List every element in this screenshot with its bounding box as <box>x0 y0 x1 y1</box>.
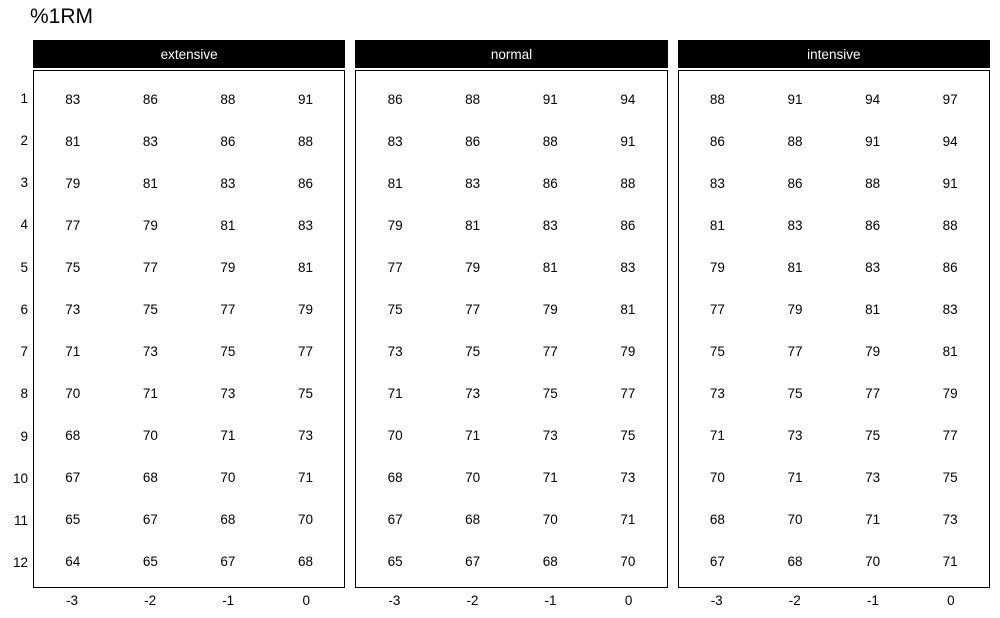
cell-value: 86 <box>787 175 803 191</box>
cell-value: 73 <box>942 512 958 528</box>
x-tick-label: -3 <box>66 593 79 608</box>
cell-value: 75 <box>865 428 881 444</box>
cell-value: 91 <box>620 133 636 149</box>
cell-value: 68 <box>465 512 481 528</box>
cell-value: 70 <box>465 470 481 486</box>
y-tick-label: 4 <box>20 217 28 233</box>
cell-value: 88 <box>542 133 558 149</box>
facet-panels <box>33 40 990 614</box>
cell-value: 75 <box>65 259 81 275</box>
x-tick-label: 0 <box>947 593 955 608</box>
cell-value: 79 <box>142 217 158 233</box>
cell-value: 81 <box>298 259 314 275</box>
cell-value: 77 <box>465 301 481 317</box>
cell-value: 64 <box>65 554 81 570</box>
cell-value: 73 <box>542 428 558 444</box>
cell-value: 79 <box>465 259 481 275</box>
cell-value: 75 <box>220 344 236 360</box>
x-tick-label: -3 <box>388 593 401 608</box>
cell-value: 65 <box>387 554 403 570</box>
cell-value: 71 <box>465 428 481 444</box>
cell-value: 67 <box>465 554 481 570</box>
cell-value: 81 <box>387 175 403 191</box>
x-tick-label: -2 <box>144 593 157 608</box>
cell-value: 83 <box>298 217 314 233</box>
cell-value: 71 <box>942 554 958 570</box>
panel-body-normal <box>355 70 667 588</box>
x-tick-label: -1 <box>866 593 879 608</box>
facet-strip-normal: normal <box>355 40 667 68</box>
x-tick-label: -3 <box>710 593 723 608</box>
x-axis-extensive <box>33 588 345 614</box>
x-axis-intensive <box>678 588 990 614</box>
cell-value: 81 <box>620 301 636 317</box>
cell-value: 77 <box>65 217 81 233</box>
cell-value: 88 <box>709 91 725 107</box>
cell-value: 67 <box>65 470 81 486</box>
cell-value: 68 <box>220 512 236 528</box>
cell-value: 77 <box>787 344 803 360</box>
x-tick-label: 0 <box>302 593 311 608</box>
cell-value: 79 <box>709 259 725 275</box>
cell-value: 77 <box>865 386 881 402</box>
cell-value: 73 <box>787 428 803 444</box>
cell-value: 79 <box>542 301 558 317</box>
x-tick-label: -1 <box>222 593 235 608</box>
cell-value: 68 <box>65 428 81 444</box>
cell-value: 73 <box>709 386 725 402</box>
y-tick-label: 7 <box>20 344 28 360</box>
cell-value: 77 <box>542 344 558 360</box>
cell-value: 91 <box>865 133 881 149</box>
panel-body-extensive <box>33 70 345 588</box>
cell-value: 86 <box>387 91 403 107</box>
cell-value: 70 <box>620 554 636 570</box>
cell-value: 73 <box>465 386 481 402</box>
cell-value: 73 <box>387 344 403 360</box>
cell-value: 86 <box>709 133 725 149</box>
cell-value: 88 <box>787 133 803 149</box>
cell-value: 73 <box>298 428 314 444</box>
cell-value: 68 <box>298 554 314 570</box>
cell-value: 83 <box>942 301 958 317</box>
cell-value: 86 <box>942 259 958 275</box>
cell-value: 70 <box>387 428 403 444</box>
cell-value: 71 <box>387 386 403 402</box>
cell-value: 94 <box>865 91 881 107</box>
cell-value: 83 <box>865 259 881 275</box>
cell-value: 71 <box>542 470 558 486</box>
cell-value: 75 <box>942 470 958 486</box>
cell-value: 83 <box>787 217 803 233</box>
cell-value: 83 <box>387 133 403 149</box>
cell-value: 79 <box>865 344 881 360</box>
y-tick-label: 1 <box>20 90 28 106</box>
cell-value: 81 <box>542 259 558 275</box>
cell-value: 86 <box>220 133 236 149</box>
cell-value: 75 <box>542 386 558 402</box>
cell-value: 88 <box>942 217 958 233</box>
panel-extensive <box>33 40 345 614</box>
cell-value: 67 <box>387 512 403 528</box>
cell-value: 83 <box>142 133 158 149</box>
facet-strip-intensive: intensive <box>678 40 990 68</box>
y-tick-label: 8 <box>20 386 28 402</box>
cell-value: 79 <box>787 301 803 317</box>
cell-value: 68 <box>387 470 403 486</box>
cell-value: 86 <box>142 91 158 107</box>
cell-value: 67 <box>142 512 158 528</box>
x-axis-normal <box>355 588 667 614</box>
cell-value: 83 <box>65 91 81 107</box>
chart-title: %1RM <box>30 5 94 28</box>
y-tick-label: 3 <box>20 175 28 191</box>
cell-value: 79 <box>387 217 403 233</box>
x-tick-label: -2 <box>466 593 479 608</box>
y-tick-label: 10 <box>12 470 28 486</box>
cell-value: 75 <box>787 386 803 402</box>
cell-value: 73 <box>142 344 158 360</box>
cell-value: 86 <box>865 217 881 233</box>
y-tick-label: 5 <box>20 259 28 275</box>
cell-value: 83 <box>542 217 558 233</box>
y-tick-label: 6 <box>20 301 28 317</box>
cell-value: 88 <box>298 133 314 149</box>
cell-value: 91 <box>942 175 958 191</box>
cell-value: 68 <box>787 554 803 570</box>
cell-value: 75 <box>465 344 481 360</box>
cell-value: 77 <box>942 428 958 444</box>
cell-value: 83 <box>220 175 236 191</box>
cell-value: 75 <box>298 386 314 402</box>
cell-value: 73 <box>220 386 236 402</box>
y-tick-label: 9 <box>20 428 28 444</box>
cell-value: 86 <box>465 133 481 149</box>
cell-value: 70 <box>542 512 558 528</box>
cell-value: 65 <box>142 554 158 570</box>
cell-value: 86 <box>298 175 314 191</box>
cell-value: 81 <box>787 259 803 275</box>
cell-value: 81 <box>942 344 958 360</box>
cell-value: 94 <box>620 91 636 107</box>
cell-value: 83 <box>465 175 481 191</box>
cell-value: 73 <box>65 301 81 317</box>
cell-value: 91 <box>787 91 803 107</box>
cell-value: 71 <box>298 470 314 486</box>
cell-value: 65 <box>65 512 81 528</box>
cell-value: 83 <box>620 259 636 275</box>
y-tick-label: 2 <box>20 132 28 148</box>
cell-value: 88 <box>865 175 881 191</box>
cell-value: 81 <box>709 217 725 233</box>
y-tick-label: 11 <box>13 513 28 529</box>
cell-value: 77 <box>142 259 158 275</box>
cell-value: 67 <box>220 554 236 570</box>
y-tick-label: 12 <box>12 555 28 571</box>
cell-value: 70 <box>142 428 158 444</box>
cell-value: 68 <box>709 512 725 528</box>
cell-value: 88 <box>620 175 636 191</box>
cell-value: 77 <box>620 386 636 402</box>
cell-value: 79 <box>942 386 958 402</box>
cell-value: 79 <box>620 344 636 360</box>
cell-value: 71 <box>865 512 881 528</box>
cell-value: 73 <box>865 470 881 486</box>
cell-value: 88 <box>465 91 481 107</box>
cell-value: 79 <box>220 259 236 275</box>
cell-value: 86 <box>620 217 636 233</box>
x-tick-label: -1 <box>544 593 557 608</box>
cell-value: 70 <box>65 386 81 402</box>
x-tick-label: -2 <box>788 593 801 608</box>
cell-value: 70 <box>220 470 236 486</box>
cell-value: 81 <box>220 217 236 233</box>
cell-value: 73 <box>620 470 636 486</box>
cell-value: 70 <box>298 512 314 528</box>
cell-value: 77 <box>709 301 725 317</box>
cell-value: 97 <box>942 91 958 107</box>
facet-strip-extensive: extensive <box>33 40 345 68</box>
cell-value: 81 <box>465 217 481 233</box>
cell-value: 71 <box>787 470 803 486</box>
cell-value: 75 <box>142 301 158 317</box>
cell-value: 79 <box>65 175 81 191</box>
cell-value: 77 <box>387 259 403 275</box>
cell-value: 86 <box>542 175 558 191</box>
cell-value: 71 <box>220 428 236 444</box>
cell-value: 77 <box>298 344 314 360</box>
cell-value: 68 <box>542 554 558 570</box>
cell-value: 70 <box>709 470 725 486</box>
cell-value: 77 <box>220 301 236 317</box>
cell-value: 75 <box>387 301 403 317</box>
cell-value: 81 <box>865 301 881 317</box>
cell-value: 70 <box>787 512 803 528</box>
cell-value: 75 <box>620 428 636 444</box>
cell-value: 94 <box>942 133 958 149</box>
cell-value: 67 <box>709 554 725 570</box>
y-axis-labels <box>0 70 28 588</box>
cell-value: 71 <box>620 512 636 528</box>
cell-value: 75 <box>709 344 725 360</box>
cell-value: 91 <box>542 91 558 107</box>
cell-value: 71 <box>142 386 158 402</box>
x-tick-label: 0 <box>624 593 633 608</box>
cell-value: 79 <box>298 301 314 317</box>
cell-value: 83 <box>709 175 725 191</box>
cell-value: 81 <box>65 133 81 149</box>
cell-value: 71 <box>709 428 725 444</box>
cell-value: 70 <box>865 554 881 570</box>
panel-body-intensive <box>678 70 990 588</box>
panel-intensive <box>678 40 990 614</box>
cell-value: 71 <box>65 344 81 360</box>
cell-value: 68 <box>142 470 158 486</box>
cell-value: 81 <box>142 175 158 191</box>
cell-value: 91 <box>298 91 314 107</box>
panel-normal <box>355 40 667 614</box>
cell-value: 88 <box>220 91 236 107</box>
